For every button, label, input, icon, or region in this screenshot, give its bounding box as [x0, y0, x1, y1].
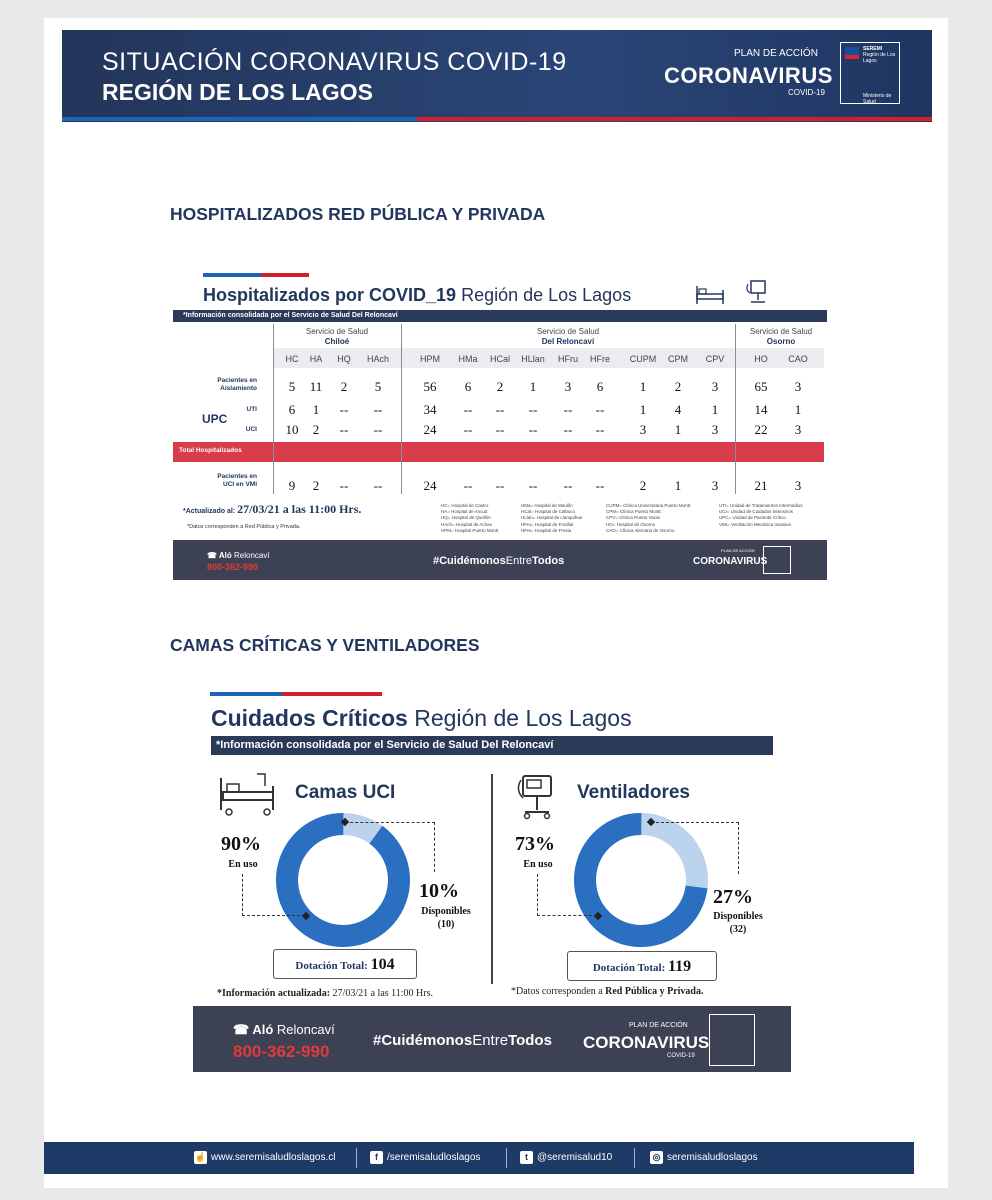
group-osorno: Servicio de Salud Osorno [749, 327, 813, 346]
plan-label: PLAN DE ACCIÓN [734, 48, 818, 59]
abbreviation-legend [719, 503, 803, 528]
phone-number: 800-362-990 [207, 562, 259, 572]
total-row [173, 442, 824, 462]
facebook-icon: f [370, 1151, 383, 1164]
hospitalized-title: Hospitalizados por COVID_19 Región de Los Lagos [203, 285, 632, 305]
social-strip [44, 1142, 914, 1174]
hospitalized-subheader: *Información consolidada por el Servicio de Salud Del Reloncaví [173, 310, 827, 322]
table-cell: -- [528, 422, 538, 437]
alo-reloncavi: ☎ Aló Reloncaví [233, 1022, 335, 1037]
abbreviation-item: CAO= Clínica Alemana de Osorno [606, 527, 675, 533]
critical-title: Cuidados Críticos Región de Los Lagos [211, 705, 632, 731]
table-cell: 3 [794, 422, 802, 437]
table-cell: -- [373, 478, 383, 493]
section-title-hospitalized: HOSPITALIZADOS RED PÚBLICA Y PRIVADA [170, 204, 546, 224]
ventilator-icon [745, 278, 771, 306]
footer-plan-label: PLAN DE ACCIÓN [721, 548, 755, 553]
table-cell: 6 [288, 402, 296, 417]
table-cell: -- [495, 402, 505, 417]
bed-icon [217, 770, 277, 816]
column-header-hc: HC [285, 354, 299, 364]
abbreviation-item: CPV= Clínica Puerto Varas [606, 515, 661, 521]
abbreviation-item: UCI= Unidad de Cuidados Intensivos [719, 509, 793, 515]
row-label-uci: UCI [245, 426, 257, 433]
abbreviation-item: HO= Hospital de Osorno [606, 521, 656, 527]
table-cell: -- [373, 422, 383, 437]
abbreviation-item: VMI= Ventilación Mecánica Invasiva [719, 521, 791, 527]
beds-free-pct: 10% [419, 880, 459, 902]
table-cell: 1 [674, 422, 682, 437]
table-cell: 56 [423, 379, 437, 394]
column-header-cao: CAO [788, 354, 808, 364]
table-cell: -- [339, 402, 349, 417]
table-cell: 22 [754, 422, 768, 437]
footer-covid-label: COVID-19 [667, 1053, 695, 1059]
phone-icon: ☎ [233, 1022, 250, 1037]
social-twitter[interactable]: t @seremisalud10 [520, 1151, 612, 1164]
column-header-hllan: HLlan [521, 354, 545, 364]
table-cell: -- [463, 402, 473, 417]
ventilators-total-box: Dotación Total: 119 [567, 951, 717, 981]
abbreviation-item: HPM= Hospital Puerto Montt [441, 527, 499, 533]
social-website[interactable]: ☝ www.seremisaludloslagos.cl [194, 1152, 336, 1164]
phone-number: 800-362-990 [233, 1042, 330, 1061]
table-cell: -- [339, 422, 349, 437]
column-header-cupm: CUPM [629, 354, 657, 364]
table-cell: 24 [423, 422, 437, 437]
footer-plan-label: PLAN DE ACCIÓN [629, 1022, 688, 1029]
critical-subheader: *Información consolidada por el Servicio de Salud Del Reloncaví [211, 736, 773, 755]
table-cell: 1 [639, 379, 647, 394]
critical-updated-note: *Información actualizada: 27/03/21 a las 11:00 Hrs. [217, 988, 434, 999]
table-cell: -- [339, 478, 349, 493]
table-cell: -- [495, 422, 505, 437]
header-line-blue [62, 117, 417, 121]
table-cell: 3 [639, 422, 647, 437]
column-header-hach: HAch [366, 354, 389, 364]
table-cell: 1 [794, 402, 802, 417]
column-header-cpv: CPV [705, 354, 725, 364]
table-cell: 4 [674, 402, 682, 417]
table-cell: 5 [288, 379, 296, 394]
panel-title-ventilators: Ventiladores [577, 782, 690, 803]
row-label-total: Total Hospitalizados [179, 447, 242, 454]
abbreviation-item: HCal= Hospital de Calbuco [521, 509, 576, 515]
upc-label: UPC [202, 412, 228, 426]
seal-ministry: Ministerio de Salud [863, 93, 892, 105]
table-cell: 1 [529, 379, 537, 394]
table-cell: -- [463, 478, 473, 493]
table-cell: -- [595, 422, 605, 437]
beds-used-pct: 90% [221, 833, 261, 855]
covid-label: COVID-19 [788, 88, 825, 97]
section-title-critical: CAMAS CRÍTICAS Y VENTILADORES [170, 635, 480, 655]
table-cell: 1 [711, 402, 719, 417]
alo-reloncavi: ☎ Aló Reloncaví [207, 551, 270, 560]
table-cell: 2 [496, 379, 504, 394]
abbreviation-item: CPM= Clínica Puerto Montt [606, 509, 661, 515]
beds-used-label: En uso [228, 859, 258, 870]
ventilators-free-pct: 27% [713, 886, 753, 908]
group-chiloe: Servicio de Salud Chiloé [305, 327, 369, 346]
table-cell: -- [563, 402, 573, 417]
table-cell: 3 [711, 379, 719, 394]
table-cell: 65 [754, 379, 768, 394]
abbreviation-item: UTI= Unidad de Tratamientos Intermedios [719, 503, 803, 508]
abbreviation-legend [441, 503, 498, 534]
seal-text: SEREMI Región de Los Lagos [863, 46, 896, 64]
table-cell: 2 [639, 478, 647, 493]
column-header-cpm: CPM [668, 354, 688, 364]
table-cell: -- [563, 478, 573, 493]
pointer-icon: ☝ [194, 1152, 207, 1162]
twitter-icon: t [520, 1151, 533, 1164]
table-cell: -- [563, 422, 573, 437]
instagram-icon: ◎ [650, 1151, 663, 1164]
header-banner [62, 30, 932, 122]
panel-title-beds: Camas UCI [295, 782, 396, 803]
table-cell: 3 [711, 478, 719, 493]
abbreviation-legend [606, 503, 690, 534]
table-cell: 5 [374, 379, 382, 394]
table-cell: 9 [288, 478, 296, 493]
ventilators-free-label: Disponibles (32) [713, 911, 763, 935]
table-cell: 3 [794, 379, 802, 394]
footer-coronavirus-logo: CORONAVIRUS [583, 1033, 710, 1052]
abbreviation-item: HA= Hospital de Ancud [441, 509, 488, 515]
row-label-vmi: Pacientes en UCI en VMI [217, 473, 257, 488]
group-reloncavi: Servicio de Salud Del Reloncaví [536, 327, 600, 346]
hashtag: #CuidémonosEntreTodos [433, 555, 565, 567]
table-cell: -- [595, 478, 605, 493]
abbreviation-item: CUPM= Clínica Universitaria Puerto Montt [606, 503, 691, 508]
header-line-red [417, 117, 932, 121]
table-cell: 6 [596, 379, 604, 394]
table-cell: -- [595, 402, 605, 417]
table-cell: -- [495, 478, 505, 493]
table-cell: 11 [309, 379, 323, 394]
table-cell: 3 [794, 478, 802, 493]
column-header-hpm: HPM [420, 354, 440, 364]
abbreviation-item: HMa= Hospital de Maullín [521, 503, 573, 508]
column-header-hq: HQ [337, 354, 351, 364]
footer-coronavirus-logo: CORONAVIRUS [693, 556, 768, 567]
table-cell: 10 [285, 422, 299, 437]
table-cell: -- [528, 478, 538, 493]
column-header-hfru: HFru [558, 354, 578, 364]
abbreviation-item: HC= Hospital de Castro [441, 503, 489, 508]
table-cell: -- [528, 402, 538, 417]
footer-seal-icon [709, 1014, 755, 1066]
data-note: *Datos corresponden a Red Pública y Privada. [187, 524, 301, 530]
ventilators-used-label: En uso [523, 859, 553, 870]
beds-free-label: Disponibles (10) [421, 906, 471, 930]
table-cell: 21 [754, 478, 768, 493]
table-cell: 14 [754, 402, 768, 417]
ventilators-used-pct: 73% [515, 833, 555, 855]
hospitalized-footer [173, 540, 827, 580]
column-header-hfre: HFre [590, 354, 610, 364]
beds-total-box: Dotación Total: 104 [273, 949, 417, 979]
abbreviation-item: HQ= Hospital de Quellón [441, 515, 491, 521]
table-cell: 2 [674, 379, 682, 394]
hospitalized-card [173, 268, 829, 584]
critical-footer [193, 1006, 791, 1072]
table-cell: 1 [312, 402, 320, 417]
abbreviation-item: HAch= Hospital de Achao [441, 521, 493, 527]
row-label-uti: UTI [246, 406, 257, 413]
abbreviation-item: HFru= Hospital de Frutillar [521, 521, 574, 527]
column-header-ha: HA [309, 354, 323, 364]
abbreviation-item: HLlan= Hospital de Llanquihue [521, 515, 583, 521]
table-cell: 2 [312, 422, 320, 437]
phone-icon: ☎ [207, 551, 217, 560]
column-header-hma: HMa [458, 354, 478, 364]
header-title-line2: REGIÓN DE LOS LAGOS [102, 79, 373, 105]
coronavirus-logo: CORONAVIRUS [664, 63, 833, 88]
header-title-line1: SITUACIÓN CORONAVIRUS COVID-19 [102, 48, 567, 76]
table-cell: -- [373, 402, 383, 417]
abbreviation-item: HFre= Hospital de Fresia [521, 527, 572, 533]
updated-at: *Actualizado al: 27/03/21 a las 11:00 Hrs. [183, 502, 362, 516]
table-cell: 2 [312, 478, 320, 493]
abbreviation-item: UPC= Unidad de Paciente Crítico [719, 515, 786, 521]
table-cell: 1 [639, 402, 647, 417]
ventilator-icon [515, 768, 563, 820]
table-cell: 1 [674, 478, 682, 493]
abbreviation-legend [521, 503, 582, 534]
footer-seal-icon [763, 546, 791, 574]
table-cell: -- [463, 422, 473, 437]
critical-data-note: *Datos corresponden a Red Pública y Privada. [511, 986, 704, 997]
table-cell: 6 [464, 379, 472, 394]
table-cell: 24 [423, 478, 437, 493]
table-cell: 2 [340, 379, 348, 394]
critical-care-card [193, 688, 791, 1074]
social-instagram[interactable]: ◎ seremisaludloslagos [650, 1151, 758, 1164]
row-label-isolation: Pacientes en Aislamiento [217, 377, 257, 392]
table-cell: 3 [564, 379, 572, 394]
seremi-seal-icon [840, 42, 900, 104]
bed-icon [693, 282, 727, 306]
column-header-ho: HO [754, 354, 768, 364]
column-header-hcal: HCal [489, 354, 510, 364]
hashtag: #CuidémonosEntreTodos [373, 1032, 552, 1049]
table-cell: 34 [423, 402, 437, 417]
social-facebook[interactable]: f /seremisaludloslagos [370, 1151, 480, 1164]
table-cell: 3 [711, 422, 719, 437]
